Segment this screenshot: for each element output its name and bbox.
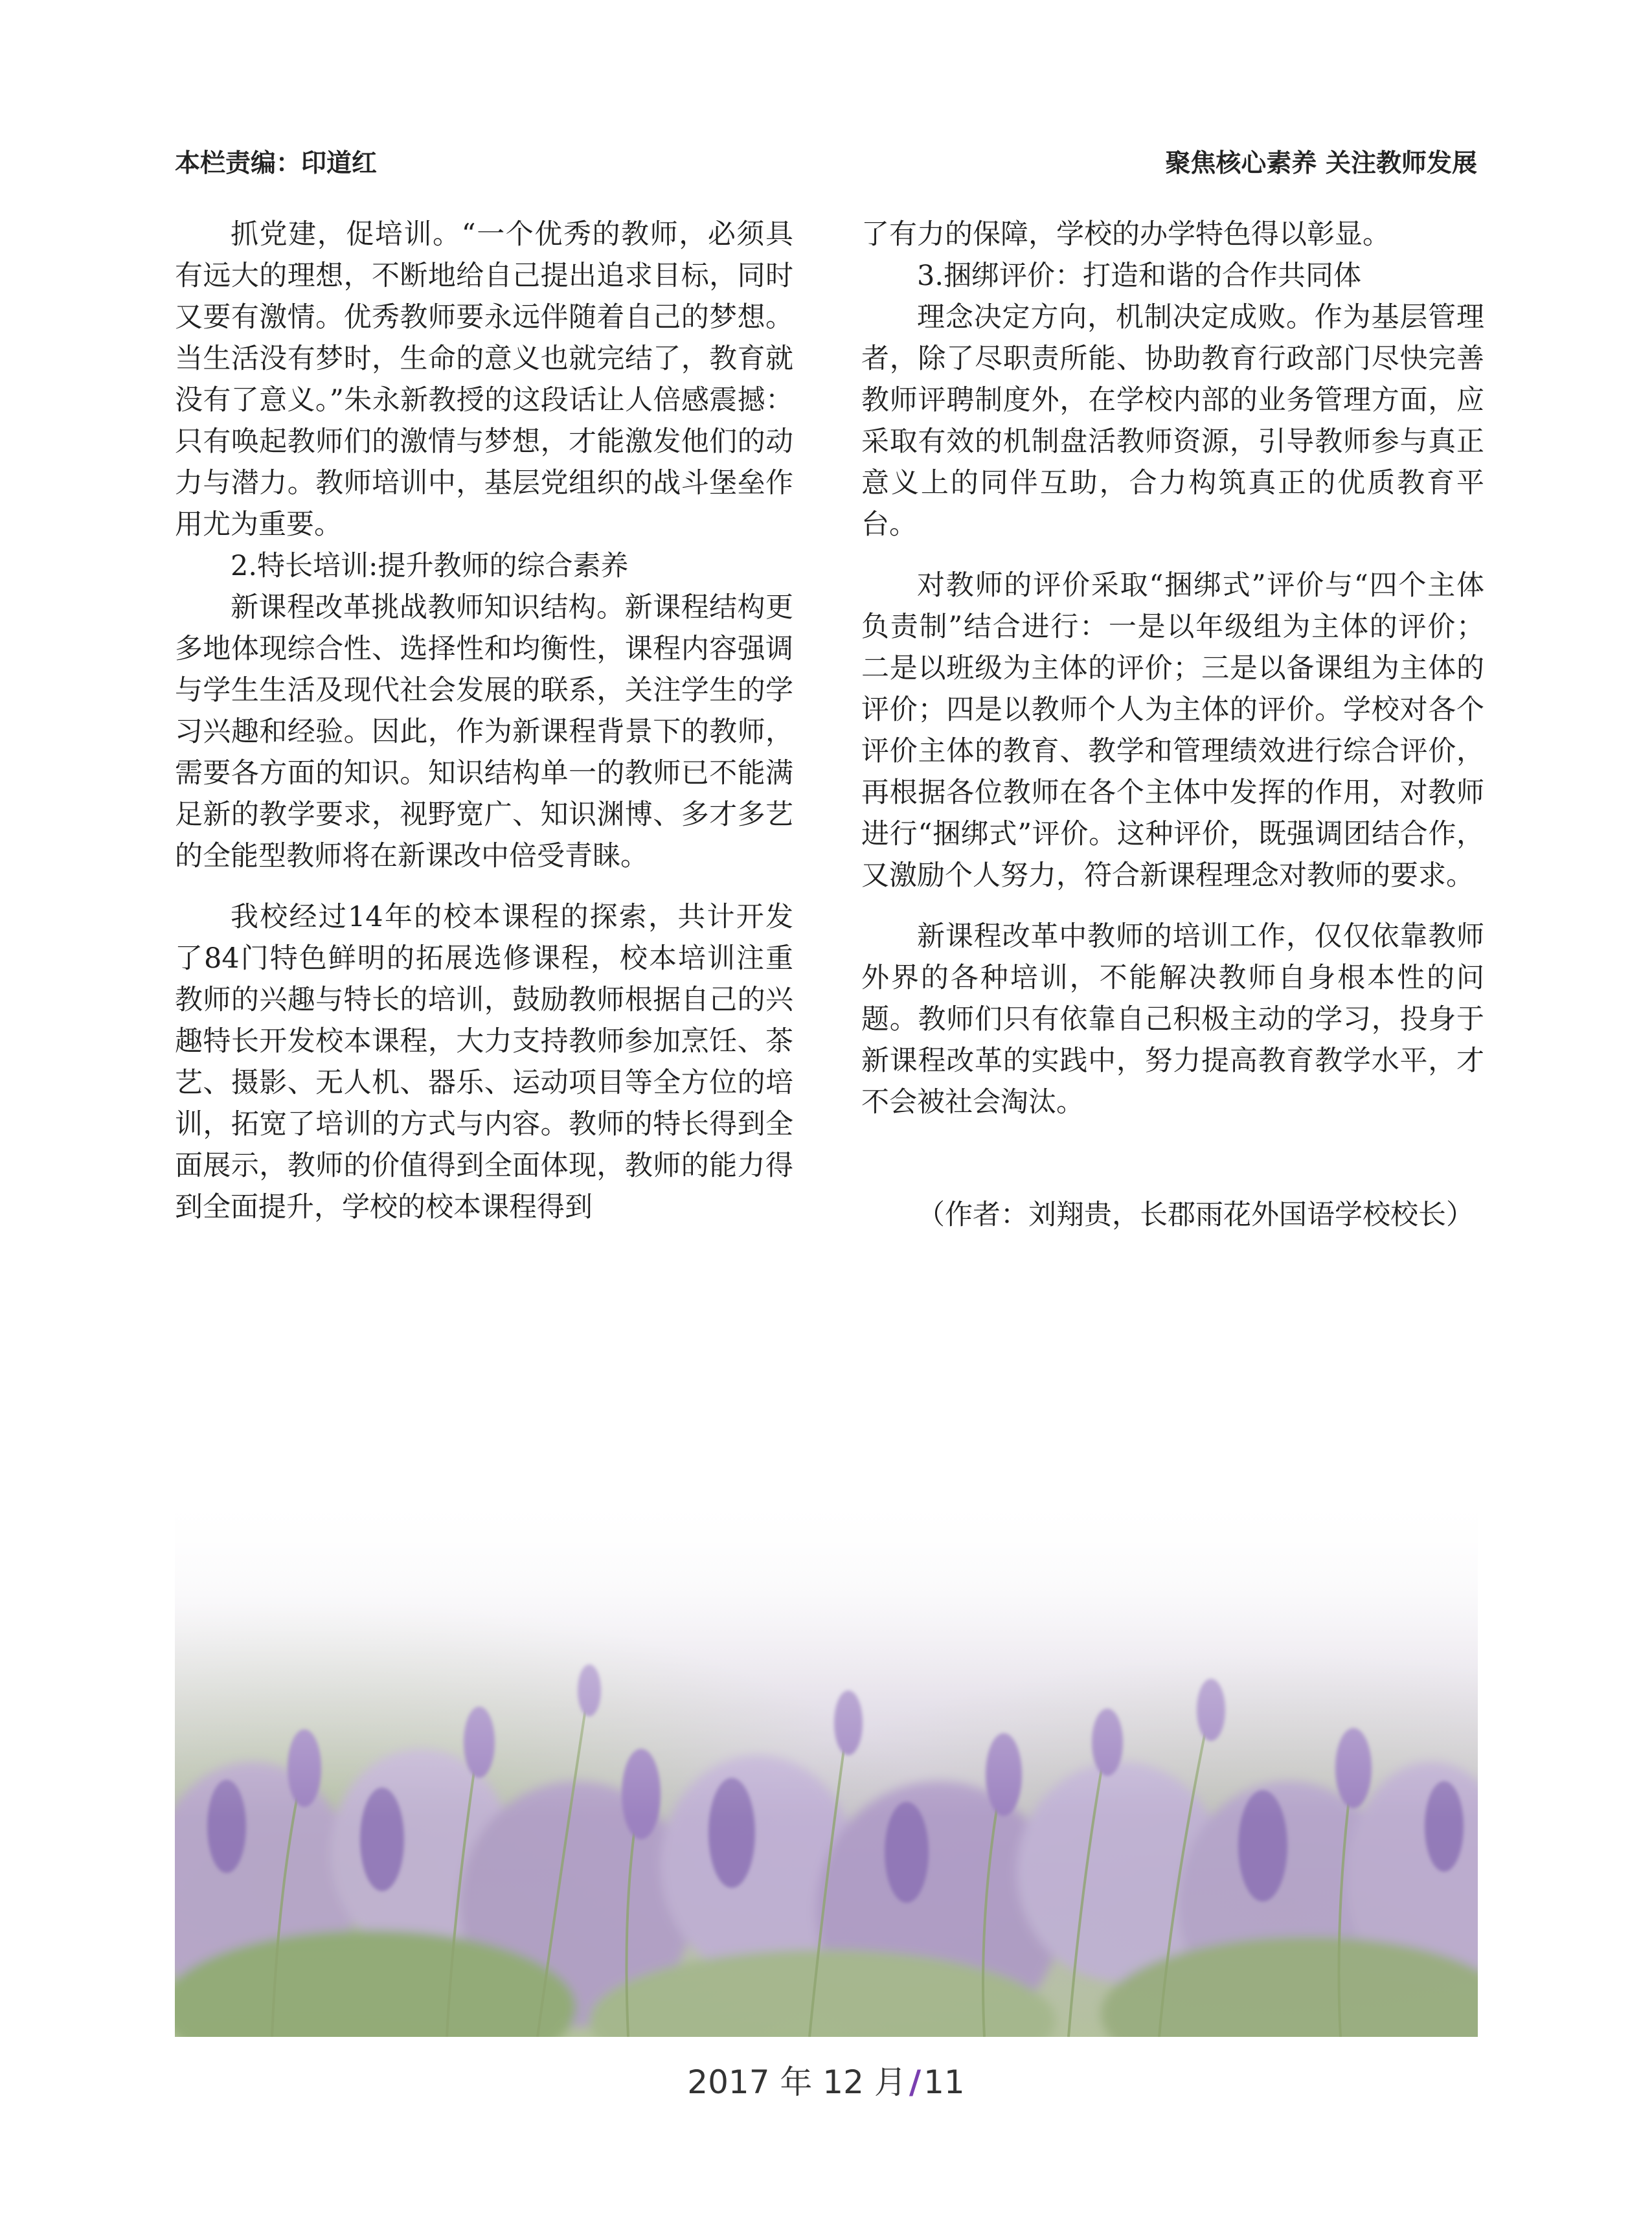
paragraph: 抓党建，促培训。“一个优秀的教师，必须具有远大的理想，不断地给自己提出追求目标，同时又要有激情。优秀教师要永远伴随着自己的梦想。当生活没有梦时，生命的意义也就完结了，教育就没有了意义。”朱永新教授的这段话让人倍感震撼：只有唤起教师们的激情与梦想，才能激发他们的动力与潜力。教师培训中，基层党组织的战斗堡垒作用尤为重要。 — [175, 218, 793, 541]
paragraph: 新课程改革挑战教师知识结构。新课程结构更多地体现综合性、选择性和均衡性，课程内容强调与学生生活及现代社会发展的联系，关注学生的学习兴趣和经验。因此，作为新课程背景下的教师，需要各方面的知识。知识结构单一的教师已不能满足新的教学要求，视野宽广、知识渊博、多才多艺的全能型教师将在新课改中倍受青睐。 — [175, 591, 793, 872]
paragraph: 对教师的评价采取“捆绑式”评价与“四个主体负责制”结合进行：一是以年级组为主体的评价；二是以班级为主体的评价；三是以备课组为主体的评价；四是以教师个人为主体的评价。学校对各个评价主体的教育、教学和管理绩效进行综合评价，再根据各位教师在各个主体中发挥的作用，对教师进行“捆绑式”评价。这种评价，既强调团结合作，又激励个人努力，符合新课程理念对教师的要求。 — [861, 569, 1484, 892]
left-text-column — [175, 214, 793, 1228]
issue-date: 2017 年 12 月 — [687, 2063, 907, 2101]
subheading: 2.特长培训:提升教师的综合素养 — [231, 550, 629, 582]
subheading: 3.捆绑评价：打造和谐的合作共同体 — [917, 260, 1362, 292]
page-number: 11 — [923, 2063, 965, 2101]
author-note: （作者：刘翔贵，长郡雨花外国语学校校长） — [917, 1199, 1474, 1231]
footer-slash: / — [909, 2063, 922, 2101]
column-editor: 本栏责编：印道红 — [175, 149, 378, 178]
paragraph: 我校经过14年的校本课程的探索，共计开发了84门特色鲜明的拓展选修课程，校本培训注重教师的兴趣与特长的培训，鼓励教师根据自己的兴趣特长开发校本课程，大力支持教师参加烹饪、茶艺、摄影、无人机、器乐、运动项目等全方位的培训，拓宽了培训的方式与内容。教师的特长得到全面展示，教师的价值得到全面体现，教师的能力得到全面提升，学校的校本课程得到 — [175, 901, 793, 1223]
section-title: 聚焦核心素养 关注教师发展 — [1165, 149, 1477, 178]
paragraph: 了有力的保障，学校的办学特色得以彰显。 — [861, 218, 1390, 251]
paragraph: 新课程改革中教师的培训工作，仅仅依靠教师外界的各种培训，不能解决教师自身根本性的问题。教师们只有依靠自己积极主动的学习，投身于新课程改革的实践中，努力提高教育教学水平，才不会被社会淘汰。 — [861, 920, 1484, 1119]
paragraph: 理念决定方向，机制决定成败。作为基层管理者，除了尽职责所能、协助教育行政部门尽快完善教师评聘制度外，在学校内部的业务管理方面，应采取有效的机制盘活教师资源，引导教师参与真正意义上的同伴互助，合力构筑真正的优质教育平台。 — [861, 301, 1484, 541]
page-footer — [0, 2060, 1652, 2105]
lavender-field-photo — [175, 1490, 1478, 2037]
right-text-column — [861, 214, 1484, 1236]
